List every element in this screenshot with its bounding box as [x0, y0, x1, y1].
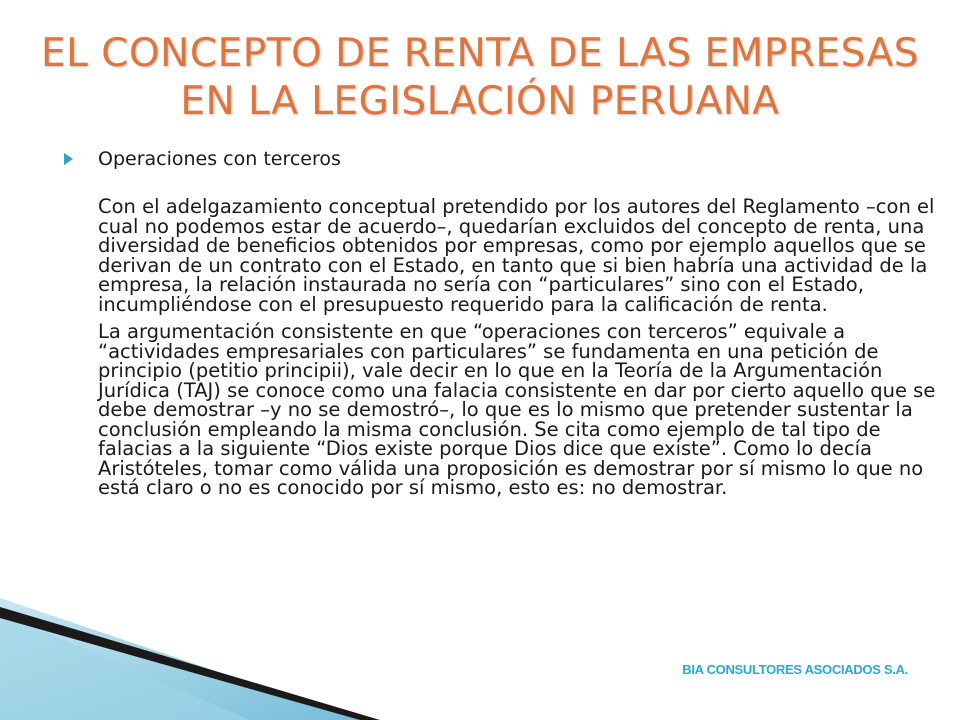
section-subtitle: Operaciones con terceros	[98, 148, 341, 170]
triangle-bullet-icon	[64, 153, 73, 165]
slide-body	[98, 148, 938, 506]
slide-title: EL CONCEPTO DE RENTA DE LAS EMPRESAS EN LA LEGISLACIÓN PERUANA	[40, 31, 920, 124]
paragraph-1: Con el adelgazamiento conceptual pretendido por los autores del Reglamento –con el cual no podemos estar de acuerdo–, quedarían excluidos del concepto de renta, una diversidad de beneficios obtenidos por empresas, como por ejemplo aquellos que se derivan de un contrato con el Estado, en tanto que si bien habría una actividad de la empresa, la relación instaurada no sería con “particulares” sino con el Estado, incumpliéndose con el presupuesto requerido para la calificación de renta.	[98, 195, 935, 316]
paragraph-2: La argumentación consistente en que “operaciones con terceros” equivale a “actividades empresariales con particulares” se fundamenta en una petición de principio (petitio principii), vale decir en lo que en la Teoría de la Argumentación Jurídica (TAJ) se conoce como una falacia consistente en dar por cierto aquello que se debe demostrar –y no se demostró–, lo que es lo mismo que pretender sustentar la conclusión empleando la misma conclusión. Se cita como ejemplo de tal tipo de falacias a la siguiente “Dios existe porque Dios dice que existe”. Como lo decía Aristóteles, tomar como válida una proposición es demostrar por sí mismo lo que no está claro o no es conocido por sí mismo, esto es: no demostrar.	[98, 320, 936, 499]
footer-company: BIA CONSULTORES ASOCIADOS S.A.	[682, 662, 908, 677]
